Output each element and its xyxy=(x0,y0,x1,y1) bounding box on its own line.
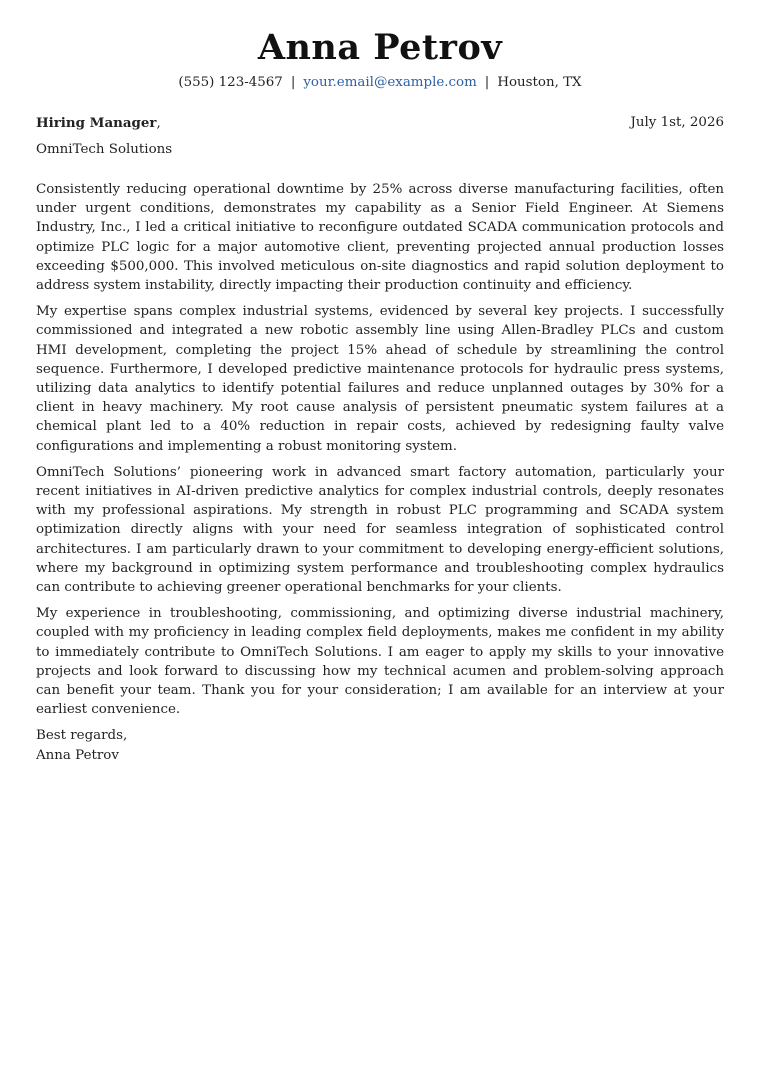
recipient-comma: , xyxy=(156,116,161,131)
contact-separator: | xyxy=(484,75,490,90)
location: Houston, TX xyxy=(497,75,582,90)
sign-off: Best regards, xyxy=(36,728,128,744)
contact-line xyxy=(36,74,724,92)
letter-body xyxy=(36,180,724,719)
contact-separator: | xyxy=(290,75,296,90)
body-paragraph: OmniTech Solutions’ pioneering work in advanced smart factory automation, particularly your recent initiatives in AI-driven predictive analytics for complex industrial controls, deeply resonates with my professional aspirations. My strength in robust PLC programming and SCADA system optimization directly aligns with your need for seamless integration of sophisticated control architectures. I am particularly drawn to your commitment to developing energy-efficient solutions, where my background in optimizing system performance and troubleshooting complex hydraulics can contribute to achieving greener operational benchmarks for your clients. xyxy=(36,464,724,596)
recipient-date-row xyxy=(36,114,724,133)
letter-closing xyxy=(36,726,724,764)
recipient-company: OmniTech Solutions xyxy=(36,142,173,157)
body-paragraph: My expertise spans complex industrial systems, evidenced by several key projects. I successfully commissioned and integrated a new robotic assembly line using Allen-Bradley PLCs and custom HMI development, completing the project 15% ahead of schedule by streamlining the control sequence. Furthermore, I developed predictive maintenance protocols for hydraulic press systems, utilizing data analytics to identify potential failures and reduce unplanned outages by 30% for a client in heavy machinery. My root cause analysis of persistent pneumatic system failures at a chemical plant led to a 40% reduction in repair costs, achieved by redesigning faulty valve configurations and implementing a robust monitoring system. xyxy=(36,304,724,454)
body-paragraph: Consistently reducing operational downtime by 25% across diverse manufacturing facilities, often under urgent conditions, demonstrates my capability as a Senior Field Engineer. At Siemens Industry, Inc., I led a critical initiative to reconfigure outdated SCADA communication protocols and optimize PLC logic for a major automotive client, preventing projected annual production losses exceeding $500,000. This involved meticulous on-site diagnostics and rapid solution deployment to address system instability, directly impacting their production continuity and efficiency. xyxy=(36,182,724,294)
recipient-name: Hiring Manager xyxy=(36,115,157,131)
email-link[interactable]: your.email@example.com xyxy=(303,75,477,90)
signature-name: Anna Petrov xyxy=(36,747,119,763)
body-paragraph: My experience in troubleshooting, commissioning, and optimizing diverse industrial machinery, coupled with my proficiency in leading complex field deployments, makes me confident in my ability to immediately contribute to OmniTech Solutions. I am eager to apply my skills to your innovative projects and look forward to discussing how my technical acumen and problem-solving approach can benefit your team. Thank you for your consideration; I am available for an interview at your earliest convenience. xyxy=(36,606,724,718)
phone-number: (555) 123-4567 xyxy=(178,75,283,90)
recipient-line xyxy=(36,114,161,133)
applicant-name: Anna Petrov xyxy=(257,27,503,68)
letter-date: July 1st, 2026 xyxy=(630,115,724,130)
